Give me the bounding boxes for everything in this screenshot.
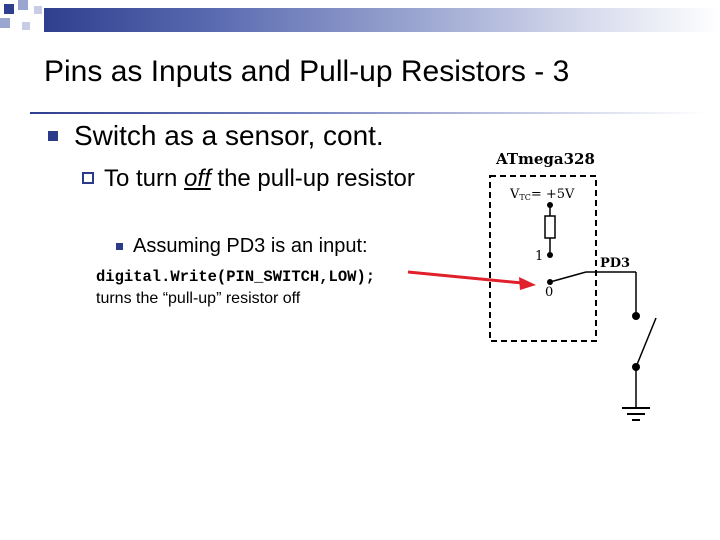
node-1: [547, 252, 553, 258]
slide-title: Pins as Inputs and Pull-up Resistors - 3: [44, 55, 570, 88]
vcc-value: = +5V: [530, 187, 575, 202]
vcc-sub: TC: [519, 193, 531, 202]
red-arrow-head: [519, 277, 536, 290]
label-1: 1: [535, 249, 544, 264]
bullet2-emphasis: off: [184, 165, 211, 192]
external-switch-arm: [636, 318, 656, 367]
bullet2-text-pre: To turn: [104, 165, 185, 192]
internal-switch-arm: [550, 272, 586, 282]
code-line: digital.Write(PIN_SWITCH,LOW);: [96, 268, 376, 286]
label-0: 0: [545, 285, 554, 300]
vcc-label: [509, 187, 575, 202]
code-note: turns the “pull-up” resistor off: [96, 290, 301, 307]
pd3-label: PD3: [600, 256, 631, 271]
bullet-level1: Switch as a sensor, cont.: [74, 120, 384, 151]
vcc-v: V: [510, 187, 520, 202]
bullet-level3: Assuming PD3 is an input:: [133, 235, 368, 257]
bullet2-text-post: the pull-up resistor: [210, 165, 415, 192]
red-arrow-line: [408, 272, 522, 283]
external-switch-top-node: [632, 312, 640, 320]
pull-up-resistor: [545, 216, 555, 238]
chip-label: ATmega328: [496, 150, 595, 168]
